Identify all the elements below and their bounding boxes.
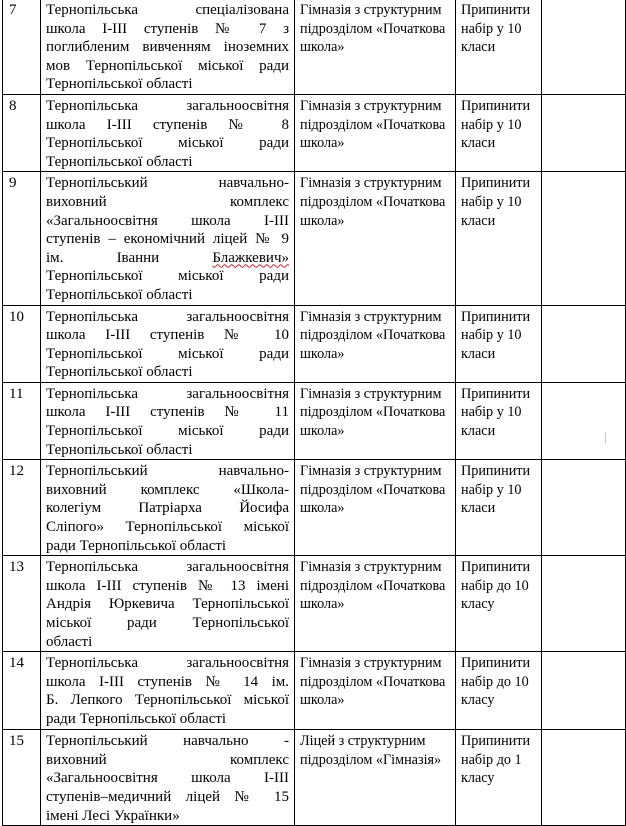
- school-name: [41, 172, 295, 305]
- school-name-line: Тернопільський навчально-: [46, 463, 289, 480]
- school-name-line: Тернопільська загальноосвітня: [46, 655, 289, 672]
- school-name-line: «Загальноосвітня школа I-III: [46, 212, 289, 229]
- action: Припинити набір у 10 класи: [456, 305, 542, 382]
- table-body: [3, 0, 626, 826]
- table-row: [3, 305, 626, 382]
- table-row: [3, 652, 626, 730]
- row-number: 7: [3, 0, 41, 94]
- school-name-line: виховний комплекс: [46, 193, 289, 210]
- school-name-line: Тернопільської міської ради: [46, 135, 289, 152]
- new-type: Ліцей з структурним підрозділом «Гімназія»: [295, 730, 456, 826]
- school-name-line: Тернопільської міської ради: [46, 268, 289, 285]
- new-type: Гімназія з структурним підрозділом «Початкова школа»: [295, 305, 456, 382]
- school-name-line: Б. Лепкого Тернопільської міської: [46, 692, 289, 709]
- school-name-line: ради Тернопільської області: [46, 537, 227, 554]
- school-name-line: Тернопільська загальноосвітня: [46, 559, 289, 576]
- school-name-line: школа I-III ступенів № 7 з: [46, 20, 289, 37]
- school-name-line: поглибленим вивченням іноземних: [46, 39, 289, 56]
- note: [542, 172, 626, 305]
- action: Припинити набір у 10 класи: [456, 172, 542, 305]
- school-name: [41, 382, 295, 459]
- school-name-line: Тернопільської області: [46, 153, 193, 170]
- school-name-line: Тернопільська спеціалізована: [46, 2, 289, 18]
- school-name-line: виховний комплекс «Школа-: [46, 481, 289, 498]
- note: [542, 730, 626, 826]
- row-number: 11: [3, 382, 41, 459]
- school-name-line: міської ради Тернопільської: [46, 615, 289, 631]
- table-row: [3, 172, 626, 305]
- school-name-line: школа I-III ступенів № 13 імені: [46, 577, 289, 594]
- school-name: [41, 652, 295, 730]
- schools-table: [2, 0, 626, 826]
- school-name-line: Тернопільської області: [46, 286, 193, 303]
- table-row: [3, 382, 626, 459]
- school-name-line: мов Тернопільської міської ради: [46, 57, 289, 74]
- school-name-line: області: [46, 633, 93, 650]
- school-name-line: [46, 249, 289, 268]
- school-name-line: колегіум Патріарха Йосифа: [46, 500, 289, 517]
- school-name-line: «Загальноосвітня школа I-III: [46, 770, 289, 787]
- action: Припинити набір до 1 класу: [456, 730, 542, 826]
- table-row: [3, 0, 626, 94]
- row-number: 8: [3, 94, 41, 171]
- school-name: [41, 730, 295, 826]
- school-name-line: ступенів–медичний ліцей № 15: [46, 788, 289, 805]
- note: [542, 94, 626, 171]
- school-name-line: Тернопільська загальноосвітня: [46, 308, 289, 325]
- row-number: 13: [3, 556, 41, 652]
- school-name-line: імені Лесі Українки»: [46, 807, 180, 824]
- school-name-line: школа I-III ступенів № 10: [46, 327, 289, 344]
- new-type: Гімназія з структурним підрозділом «Початкова школа»: [295, 94, 456, 171]
- row-number: 15: [3, 730, 41, 826]
- action: Припинити набір у 10 класи: [456, 0, 542, 94]
- table-row: [3, 460, 626, 556]
- text-cursor-mark: [605, 432, 606, 444]
- table-row: [3, 730, 626, 826]
- school-name-line: виховний комплекс: [46, 751, 289, 768]
- row-number: 12: [3, 460, 41, 556]
- school-name: [41, 305, 295, 382]
- school-name-word: ім.: [46, 249, 64, 266]
- note: [542, 305, 626, 382]
- note: [542, 382, 626, 459]
- note: [542, 556, 626, 652]
- school-name-word: Іванни: [116, 249, 160, 266]
- school-name-line: Тернопільської області: [46, 364, 193, 381]
- note: [542, 0, 626, 94]
- action: Припинити набір у 10 класи: [456, 94, 542, 171]
- row-number: 9: [3, 172, 41, 305]
- table-row: [3, 556, 626, 652]
- school-name-line: ради Тернопільської області: [46, 710, 227, 727]
- school-name-line: Тернопільська загальноосвітня: [46, 385, 289, 402]
- action: Припинити набір у 10 класи: [456, 460, 542, 556]
- school-name: [41, 460, 295, 556]
- action: Припинити набір до 10 класу: [456, 556, 542, 652]
- school-name-line: Андрія Юркевича Тернопільської: [46, 596, 289, 613]
- school-name-line: Тернопільський навчально -: [46, 733, 289, 750]
- school-name-line: Тернопільської області: [46, 76, 193, 93]
- school-name-line: Тернопільської області: [46, 441, 193, 458]
- new-type: Гімназія з структурним підрозділом «Початкова школа»: [295, 556, 456, 652]
- new-type: Гімназія з структурним підрозділом «Початкова школа»: [295, 172, 456, 305]
- school-name-line: Тернопільський навчально-: [46, 175, 289, 192]
- new-type: Гімназія з структурним підрозділом «Початкова школа»: [295, 460, 456, 556]
- row-number: 10: [3, 305, 41, 382]
- school-name-line-text: [46, 249, 212, 268]
- school-name: [41, 0, 295, 94]
- school-name-line: школа I-III ступенів № 8: [46, 116, 289, 133]
- school-name-line: Сліпого» Тернопільської міської: [46, 519, 289, 536]
- action: Припинити набір у 10 класи: [456, 382, 542, 459]
- school-name: [41, 94, 295, 171]
- school-name-line: Тернопільської міської ради: [46, 345, 289, 362]
- school-name-line: Тернопільська загальноосвітня: [46, 97, 289, 114]
- school-name: [41, 556, 295, 652]
- row-number: 14: [3, 652, 41, 730]
- new-type: Гімназія з структурним підрозділом «Початкова школа»: [295, 652, 456, 730]
- note: [542, 460, 626, 556]
- spellcheck-word: Блажкевич»: [212, 249, 289, 266]
- school-name-line: ступенів – економічний ліцей № 9: [46, 231, 289, 248]
- new-type: Гімназія з структурним підрозділом «Початкова школа»: [295, 0, 456, 94]
- note: [542, 652, 626, 730]
- table-row: [3, 94, 626, 171]
- school-name-line: школа I-III ступенів № 11: [46, 404, 289, 421]
- new-type: Гімназія з структурним підрозділом «Початкова школа»: [295, 382, 456, 459]
- school-name-line: Тернопільської міської ради: [46, 423, 289, 440]
- school-name-line: школа I-III ступенів № 14 ім.: [46, 673, 289, 690]
- action: Припинити набір до 10 класу: [456, 652, 542, 730]
